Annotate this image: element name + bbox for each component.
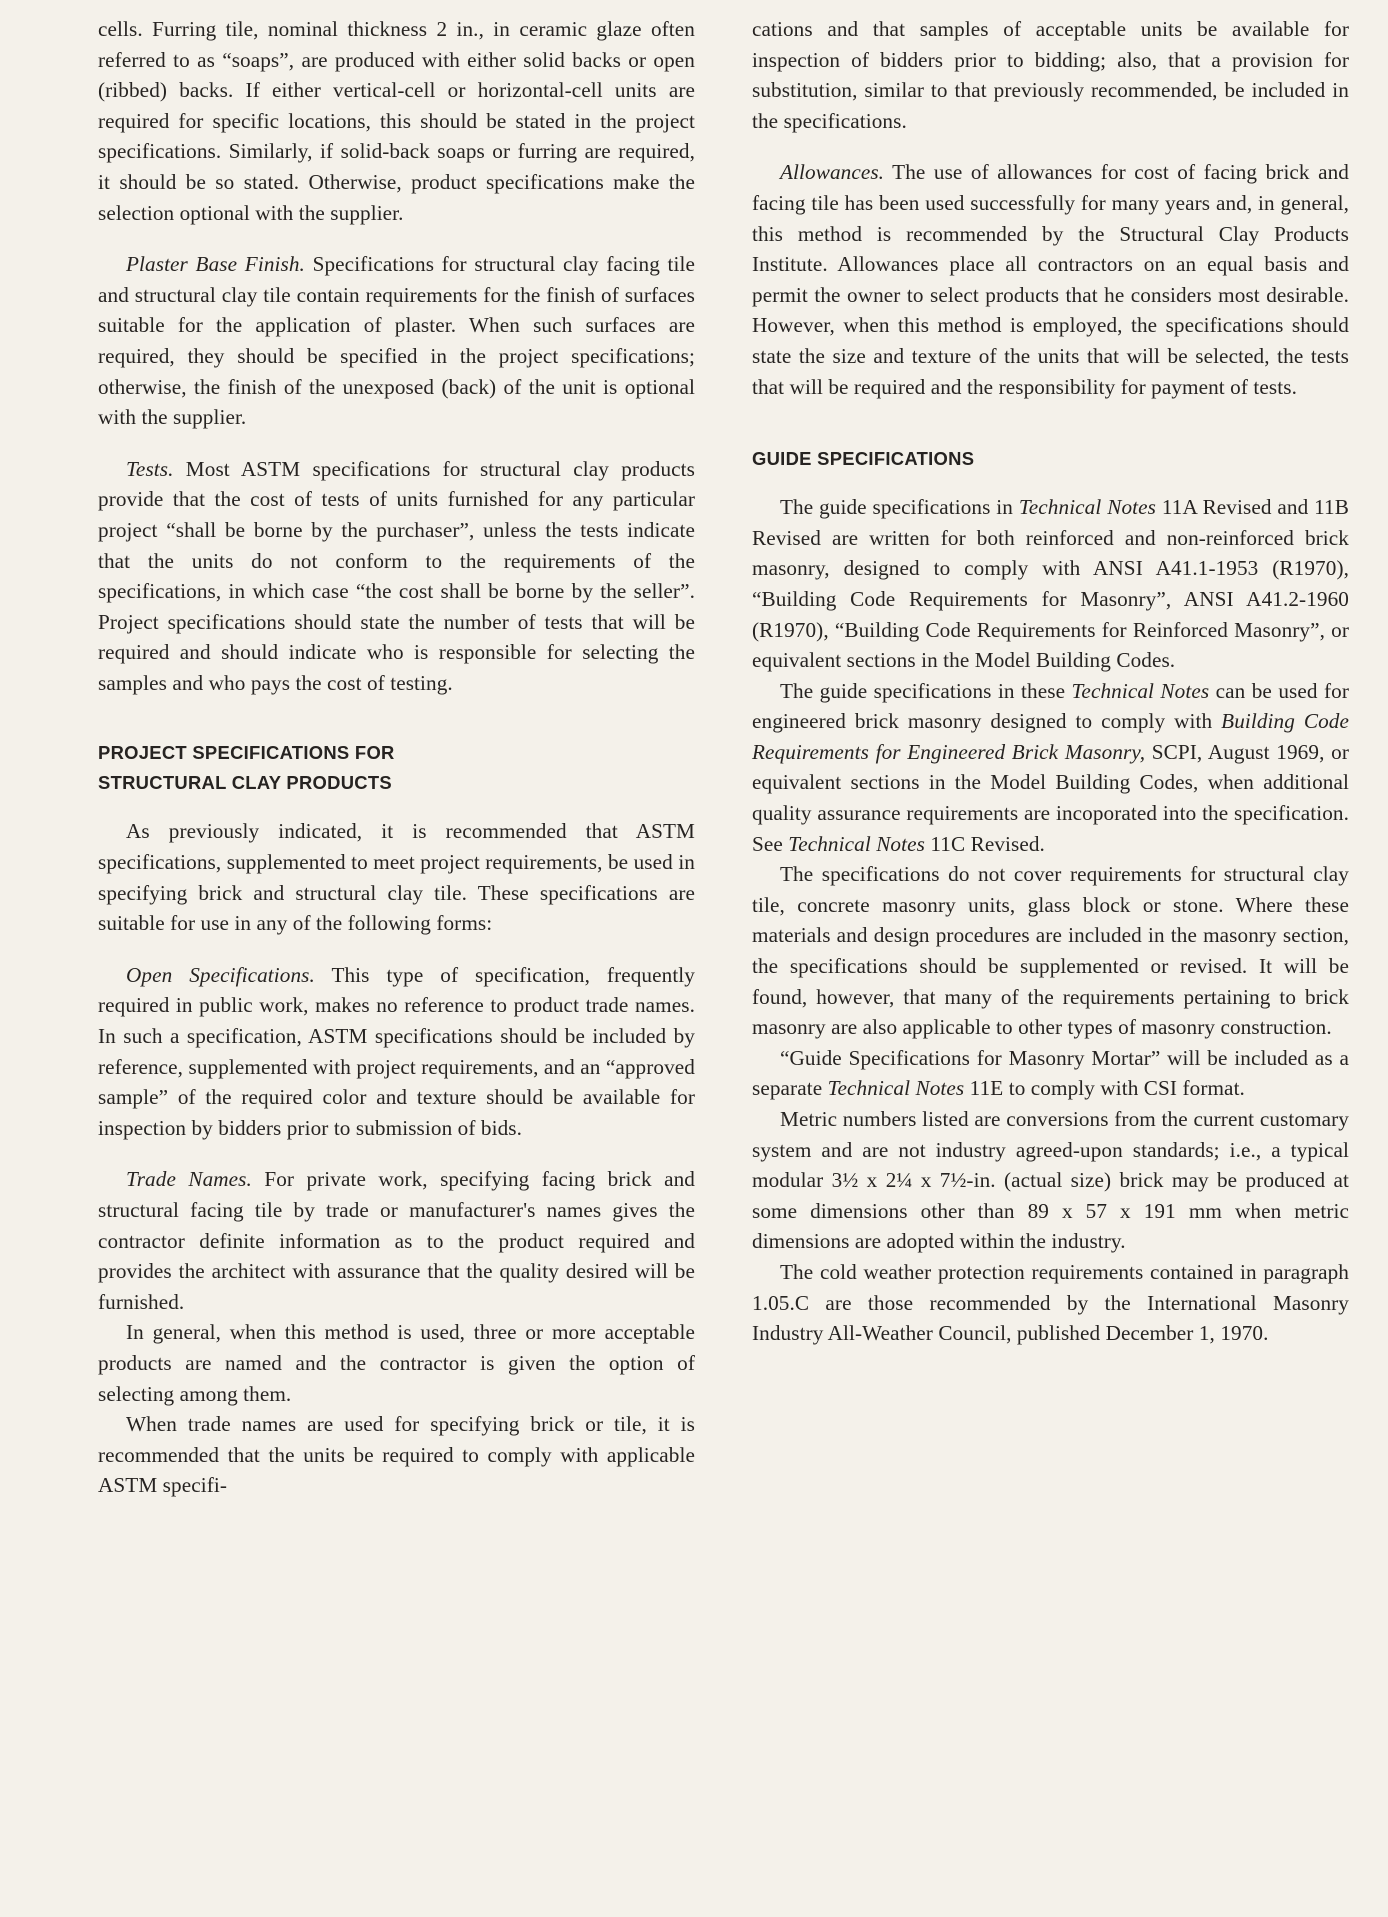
paragraph-when-trade-names: When trade names are used for specifying brick or tile, it is recommended that the units be required to comply with applicable ASTM specifi- [98, 1412, 695, 1498]
paragraph-furring-tile: cells. Furring tile, nominal thickness 2 in., in ceramic glaze often referred to as “soaps”, are produced with either solid backs or open (ribbed) backs. If either vertical-cell or horizontal-cell units are required for specific locations, this should be stated in the project specifications. Similarly, if solid-back soaps or furring are required, it should be so stated. Otherwise, product specifications make the selection optional with the supplier. [98, 17, 695, 225]
paragraph-guide-4 [752, 1043, 1349, 1104]
tests-body: Most ASTM specifications for structural clay products provide that the cost of tests of units furnished for any particular project “shall be borne by the purchaser”, unless the tests indicate that the units do not conform to the requirements of the specifications, in which case “the cost shall be borne by the seller”. Project specifications should state the number of tests that will be required and should indicate who is responsible for selecting the samples and who pays the cost of testing. [98, 456, 695, 695]
paragraph-open-specifications [98, 960, 695, 1144]
g2-text-c: SCPI, August 1969, or equivalent sections in the Model Building Codes, when additional quality assurance requirements are incoporated into the specification. See [752, 739, 1349, 856]
paragraph-guide-2 [752, 676, 1349, 860]
paragraph-guide-3: The specifications do not cover requirements for structural clay tile, concrete masonry units, glass block or stone. Where these materials and design procedures are included in the masonry section, the specifications should be supplemented or revised. It will be found, however, that many of the requirements pertaining to brick masonry are also applicable to other types of masonry construction. [752, 862, 1349, 1040]
paragraph-guide-1 [752, 492, 1349, 676]
runin-heading-trade: Trade Names. [126, 1167, 252, 1192]
g2-technical-notes: Technical Notes [1071, 678, 1210, 703]
section-heading-project-specifications [98, 738, 695, 798]
paragraph-guide-6: The cold weather protection requirements contained in paragraph 1.05.C are those recommended by the International Masonry Industry All-Weather Council, published December 1, 1970. [752, 1259, 1349, 1346]
g4-text-a: “Guide Specifications for Masonry Mortar” will be included as a separate [752, 1045, 1349, 1101]
paragraph-cations: cations and that samples of acceptable units be available for inspection of bidders prior to bidding; also, that a provision for substitution, similar to that previously recommended, be included in the specifications. [752, 17, 1349, 133]
plaster-body: Specifications for structural clay facing tile and structural clay tile contain requirements for the finish of surfaces suitable for the application of plaster. When such surfaces are required, they should be specified in the project specifications; otherwise, the finish of the unexposed (back) of the unit is optional with the supplier. [98, 252, 696, 430]
g1-text-b: 11A Revised and 11B Revised are written for both reinforced and non-reinforced brick masonry, designed to comply with ANSI A41.1-1953 (R1970), “Building Code Requirements for Masonry”, ANSI A41.2-1960 (R1970), “Building Code Requirements for Reinforced Masonry”, or equivalent sections in the Model Building Codes. [752, 495, 1349, 673]
paragraph-plaster-base-finish [98, 249, 695, 433]
runin-heading-allowances: Allowances. [780, 160, 885, 185]
runin-heading-tests: Tests. [126, 456, 174, 481]
g2-technical-notes-2: Technical Notes [788, 831, 925, 856]
g2-text-a: The guide specifications in these [780, 678, 1072, 703]
left-column [98, 14, 695, 1501]
allowances-body: The use of allowances for cost of facing brick and facing tile has been used successfully for many years and, in general, this method is recommended by the Structural Clay Products Institute. Allowances place all contractors on an equal basis and permit the owner to select products that he considers most desirable. However, when this method is employed, the specifications should state the size and texture of the units that will be selected, the tests that will be required and the responsibility for payment of tests. [752, 160, 1349, 399]
g2-text-d: 11C Revised. [924, 831, 1045, 856]
g2-text-b: can be used for engineered brick masonry designed to comply with [752, 678, 1349, 734]
paragraph-allowances [752, 157, 1349, 402]
runin-heading-open: Open Specifications. [126, 962, 315, 987]
g1-technical-notes: Technical Notes [1018, 495, 1156, 520]
g2-building-code-title: Building Code Requirements for Engineered Brick Masonry, [752, 709, 1349, 764]
heading-line-1: PROJECT SPECIFICATIONS FOR [98, 742, 395, 764]
paragraph-guide-5: Metric numbers listed are conversions from the current customary system and are not industry agreed-upon standards; i.e., a typical modular 3½ x 2¼ x 7½-in. (actual size) brick may be produced at some dimensions other than 89 x 57 x 191 mm when metric dimensions are adopted within the industry. [752, 1107, 1349, 1254]
paragraph-in-general: In general, when this method is used, three or more acceptable products are named and the contractor is given the option of selecting among them. [98, 1320, 695, 1406]
trade-body: For private work, specifying facing brick and structural facing tile by trade or manufacturer's names gives the contractor definite information as to the product required and provides the architect with assurance that the quality desired will be furnished. [98, 1167, 695, 1314]
heading-line-2: STRUCTURAL CLAY PRODUCTS [98, 772, 392, 794]
paragraph-previously-indicated: As previously indicated, it is recommended that ASTM specifications, supplemented to meet project requirements, be used in specifying brick and structural clay tile. These specifications are suitable for use in any of the following forms: [98, 819, 695, 936]
runin-heading-plaster: Plaster Base Finish. [126, 252, 305, 277]
right-column [752, 14, 1349, 1349]
g4-text-b: 11E to comply with CSI format. [964, 1076, 1245, 1101]
paragraph-tests [98, 454, 695, 699]
g1-text-a: The guide specifications in [780, 495, 1019, 520]
paragraph-trade-names [98, 1164, 695, 1317]
g4-technical-notes: Technical Notes [827, 1076, 965, 1101]
section-heading-guide-specifications: GUIDE SPECIFICATIONS [752, 448, 975, 470]
open-body: This type of specification, frequently required in public work, makes no reference to product trade names. In such a specification, ASTM specifications should be included by reference, supplemented with project requirements, and an “approved sample” of the required color and texture should be available for inspection by bidders prior to submission of bids. [98, 962, 695, 1140]
